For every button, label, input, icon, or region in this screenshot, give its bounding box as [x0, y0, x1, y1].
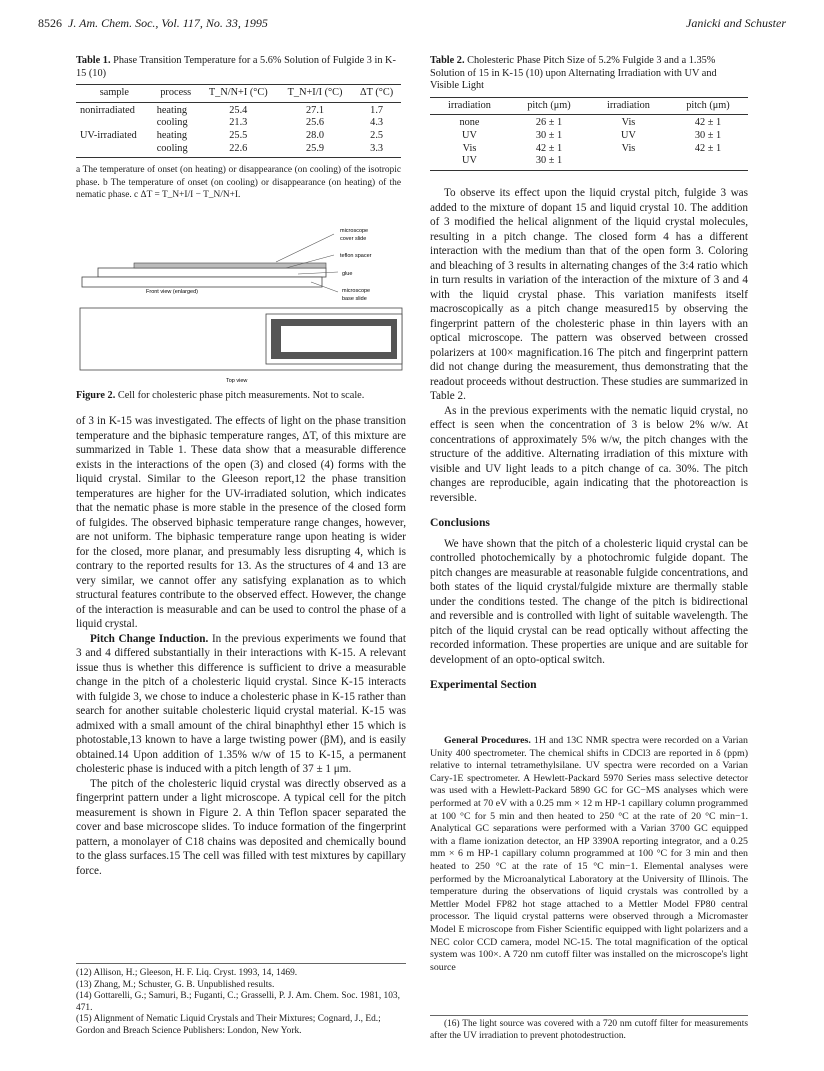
table-cell: 27.1 — [306, 104, 325, 116]
table-cell: 42 ± 1 — [694, 117, 722, 129]
table-cell: 26 ± 1 — [535, 117, 563, 129]
table-cell: cooling — [156, 117, 188, 129]
label-front-view: Front view (enlarged) — [146, 289, 198, 295]
table-row — [76, 143, 401, 158]
table-row — [76, 130, 401, 143]
footnote-divider — [430, 1015, 748, 1016]
reference-13: (13) Zhang, M.; Schuster, G. B. Unpublished results. — [76, 979, 275, 990]
label-microscope-top: microscope — [340, 228, 369, 234]
table-cell: 3.3 — [352, 143, 401, 158]
table-cell: 30 ± 1 — [509, 155, 589, 170]
table-cell: 28.0 — [306, 129, 325, 141]
table2-header-cell: pitch (μm) — [668, 97, 748, 115]
label-base-slide: base slide — [342, 296, 367, 302]
experimental-heading: Experimental Section — [430, 678, 537, 691]
running-header-authors: Janicki and Schuster — [686, 16, 786, 30]
table-2-grid — [430, 97, 748, 171]
table-row — [76, 117, 401, 130]
paragraph-phase-transition: of 3 in K-15 was investigated. The effects of light on the phase transition temperature and the biphasic temperature ranges, ΔT, of this mixture are summarized in Table 1. These data show that a measurable difference exists in the interactions of the open (3) and closed (4) forms with the liquid crystal. Similar to the Gleeson report,12 the phase transition temperatures are higher for the UV-irradiated solution, which indicates that the nematic phase is more stable in the presence of the closed form of fulgides. The observed biphasic temperature range changes, however, are not uniform. The biphasic temperature range upon heating is wider for the closed, more planar, and presumably less disrupting 4, which is contrary to the reported results for 13. As the structures of 4 and 13 are very similar, we cannot offer any satisfying explanation as to which structural features contribute to the observed effect. However, the change of the interaction is measurable and can be used to control the phase of a liquid crystal. — [76, 415, 406, 630]
table-row — [430, 130, 748, 143]
reference-15: (15) Alignment of Nematic Liquid Crystals and Their Mixtures; Cognard, J., Ed.; Gordon and Breach Science Publishers: London, New York. — [76, 1014, 381, 1036]
table-cell: 25.5 — [229, 129, 248, 141]
paragraph-general-procedures: General Procedures. 1H and 13C NMR spectra were recorded on a Varian Unity 400 spectrometer. The chemical shifts in CDCl3 are reported in δ (ppm) relative to internal tetramethylsilane. UV spectra were recorded on a Varian Cary-1E spectrometer. A Hewlett-Packard 5970 Series mass selective detector was used with a Hewlett-Packard 5890 GC for GC−MS analyses which were performed at 70 eV with a 0.25 mm × 12 m HP-1 capillary column programmed at 100 °C for 5 min and then heated to 250 °C at the rate of 20 °C min−1. Analytical GC separations were performed with a Varian 3700 GC equipped with a flame ionization detector, an HP 3390A reporting integrator, and a 0.25 mm × 6 m HP-1 capillary column programmed at 100 °C for 3 min and then heated to 250 °C at the rate of 15 °C min−1. Elemental analyses were performed by the Microanalytical Laboratory at the University of Illinois. The temperature during the observations of liquid crystals was controlled by a Mettler Model FP82 hot stage attached to a Mettler Model FP80 central processor. The liquid crystal patterns were observed through a Micromaster Model E microscope from Fisher Scientific equipped with light polarizers and a NEC color CCD camera, model NC-15. The total magnification of the optical system was 100×. A 720 nm cutoff filter was installed on the microscope's light source — [430, 735, 748, 973]
table2-header-cell: pitch (μm) — [509, 97, 589, 115]
table-cell: 25.6 — [306, 117, 325, 129]
table-cell: 22.6 — [199, 143, 278, 158]
table-1-grid — [76, 84, 401, 158]
right-column-text — [430, 186, 748, 699]
table-cell — [76, 143, 153, 158]
table-cell: heating — [156, 104, 188, 116]
table-cell: Vis — [462, 142, 477, 154]
table-cell: cooling — [153, 143, 199, 158]
reference-12: (12) Allison, H.; Gleeson, H. F. Liq. Cryst. 1993, 14, 1469. — [76, 968, 298, 978]
table-cell: UV — [430, 155, 509, 170]
table-cell: 21.3 — [229, 117, 248, 129]
table1-header-cell: process — [153, 85, 199, 103]
references-list — [76, 968, 406, 1038]
label-cover-slide: cover slide — [340, 236, 367, 242]
table-cell: UV — [621, 129, 636, 141]
table-row — [430, 155, 748, 170]
table-row — [430, 143, 748, 156]
base-slide-shape — [82, 277, 322, 287]
label-glue: glue — [342, 271, 353, 277]
table-cell: 30 ± 1 — [694, 129, 722, 141]
paragraph-pitch-observation: The pitch of the cholesteric liquid crystal was directly observed as a fingerprint pattern under a light microscope. A typical cell for the pitch measurement is shown in Figure 2. A thin Teflon spacer separated the cover and base microscope slides. To induce formation of the fingerprint pattern, a monolayer of C18 chains was deposited and chemically bound to the glass surfaces.15 The cell was filled with test mixtures by capillary force. — [76, 777, 406, 877]
table-1-caption: Table 1. Phase Transition Temperature for a 5.6% Solution of Fulgide 3 in K-15 (10) — [76, 55, 396, 79]
table-cell: heating — [156, 129, 188, 141]
table-cell: UV — [462, 129, 477, 141]
paragraph-conclusions: We have shown that the pitch of a cholesteric liquid crystal can be controlled photochemically by a photochromic fulgide dopant. The pitch changes are measurable at reasonable fulgide concentrations, and both states of the liquid crystal/fulgide mixture are thermally stable under the conditions tested. The change of the pitch is bidirectional and reversible and is controlled with light of suitable wavelength. The pitch of the liquid crystal can be read optically without affecting the recorded information. These properties are unique and are suitable for development of an opto-optical switch. — [430, 537, 748, 666]
table-cell: 25.4 — [229, 104, 248, 116]
table-cell: 25.9 — [278, 143, 352, 158]
figure-2-diagram — [76, 222, 404, 384]
table-cell: none — [459, 117, 480, 129]
label-top-view: Top view — [226, 378, 248, 384]
table-cell — [76, 117, 153, 130]
table1-header-cell: sample — [76, 85, 153, 103]
teflon-spacer-shape — [134, 263, 326, 268]
table2-header-cell: irradiation — [430, 97, 509, 115]
running-header-left — [38, 16, 268, 31]
general-procedures-text — [430, 735, 748, 974]
table-cell: nonirradiated — [80, 104, 135, 116]
label-teflon-spacer: teflon spacer — [340, 253, 372, 259]
table1-header-cell: T_N+I/I (°C) — [278, 85, 352, 103]
journal-citation: J. Am. Chem. Soc., Vol. 117, No. 33, 1995 — [68, 16, 268, 30]
table-2 — [430, 55, 748, 171]
paragraph-fulgide-effect: To observe its effect upon the liquid crystal pitch, fulgide 3 was added to the mixture of dopant 15 and liquid crystal 10. The addition of 3 modified the helical alignment of the liquid crystal molecules, resulting in a pitch change. The closed form 4 has a different interaction with the medium than that of the open form 3. Coloring and bleaching of 3 results in alternating changes of the 3:4 ratio which in turn results in variation of the interaction of the mixture of 3 and 4 with the liquid crystal phase. This variation manifests itself macroscopically as a pitch change measured15 by observing the fingerprint pattern of the cholesteric phase in thin layers with an optical microscope. The pattern was observed between crossed polarizers at 100× magnification.16 The pitch and fingerprint pattern did not change during the measurement, thus demonstrating that the readout proceeds without destruction. These studies are summarized in Table 2. — [430, 187, 748, 402]
table-row — [76, 102, 401, 117]
reference-14: (14) Gottarelli, G.; Samuri, B.; Fuganti, C.; Grasselli, P. J. Am. Chem. Soc. 1981, 103, 471. — [76, 991, 400, 1013]
pitch-change-heading: Pitch Change Induction. — [90, 632, 209, 645]
table-1 — [76, 55, 401, 201]
table-cell: 2.5 — [370, 129, 384, 141]
table-cell: 1.7 — [370, 104, 384, 116]
table-cell: 30 ± 1 — [535, 129, 563, 141]
paragraph-pitch-change: Pitch Change Induction. In the previous experiments we found that 3 and 4 differed substantially in their interactions with K-15. A relevant issue thus is whether this difference is sufficient to drive a measurable change in the pitch of a cholesteric liquid crystal. Since K-15 interacts with fulgide 3, we chose to induce a cholesteric phase in K-15 rather than search for another suitable cholesteric liquid crystal material. K-15 was admixed with a small amount of the chiral binaphthyl ether 15 which is photostable,13 known to have a large twisting power (βM), and is easily obtained.14 Upon addition of 1.35% w/w of 15 to K-15, a permanent cholesteric phase is induced with a pitch length of 37 ± 1 μm. — [76, 632, 406, 775]
table-cell: 4.3 — [370, 117, 384, 129]
label-microscope-bottom: microscope — [342, 288, 371, 294]
table2-header-cell: irradiation — [589, 97, 668, 115]
table1-header-cell: ΔT (°C) — [352, 85, 401, 103]
table-row — [430, 115, 748, 130]
top-view-sample-area — [281, 326, 391, 352]
table-cell: 42 ± 1 — [535, 142, 563, 154]
table-cell — [589, 155, 668, 170]
table-cell: UV-irradiated — [80, 129, 137, 141]
references-divider — [76, 963, 406, 964]
table-2-caption: Table 2. Cholesteric Phase Pitch Size of 5.2% Fulgide 3 and a 1.35% Solution of 15 in K-15 (10) upon Alternating Irradiation with UV and Visible Light — [430, 55, 717, 92]
table-cell — [668, 155, 748, 170]
footnote-16: (16) The light source was covered with a 720 nm cutoff filter for measurements after the UV irradiation to prevent photodestruction. — [430, 1019, 748, 1041]
figure-2-caption: Figure 2. Cell for cholesteric phase pitch measurements. Not to scale. — [76, 390, 365, 401]
table-cell: Vis — [621, 117, 636, 129]
page-number: 8526 — [38, 16, 62, 30]
table1-header-cell: T_N/N+I (°C) — [199, 85, 278, 103]
table-cell: Vis — [621, 142, 636, 154]
general-procedures-heading: General Procedures. — [444, 735, 531, 746]
table-1-footnote: a The temperature of onset (on heating) or disappearance (on cooling) of the isotropic phase. b The temperature of onset (on cooling) or disappearance (on heating) of the nematic phase. c ΔT = T_N+I/I − T_N/N+I. — [76, 165, 401, 200]
table-cell: 42 ± 1 — [694, 142, 722, 154]
left-column-text — [76, 414, 406, 878]
conclusions-heading: Conclusions — [430, 516, 490, 529]
cover-slide-shape — [98, 268, 326, 277]
paragraph-concentration: As in the previous experiments with the nematic liquid crystal, no effect is seen when the concentration of 3 is below 2% w/w. At concentrations of approximately 5% w/w, the pitch changes with the structure of the additive. Alternating irradiation of this mixture with visible and UV light leads to a pitch change of ca. 30%. The pitch changes are reproducible, again indicating that the photoreaction is reversible. — [430, 404, 748, 504]
